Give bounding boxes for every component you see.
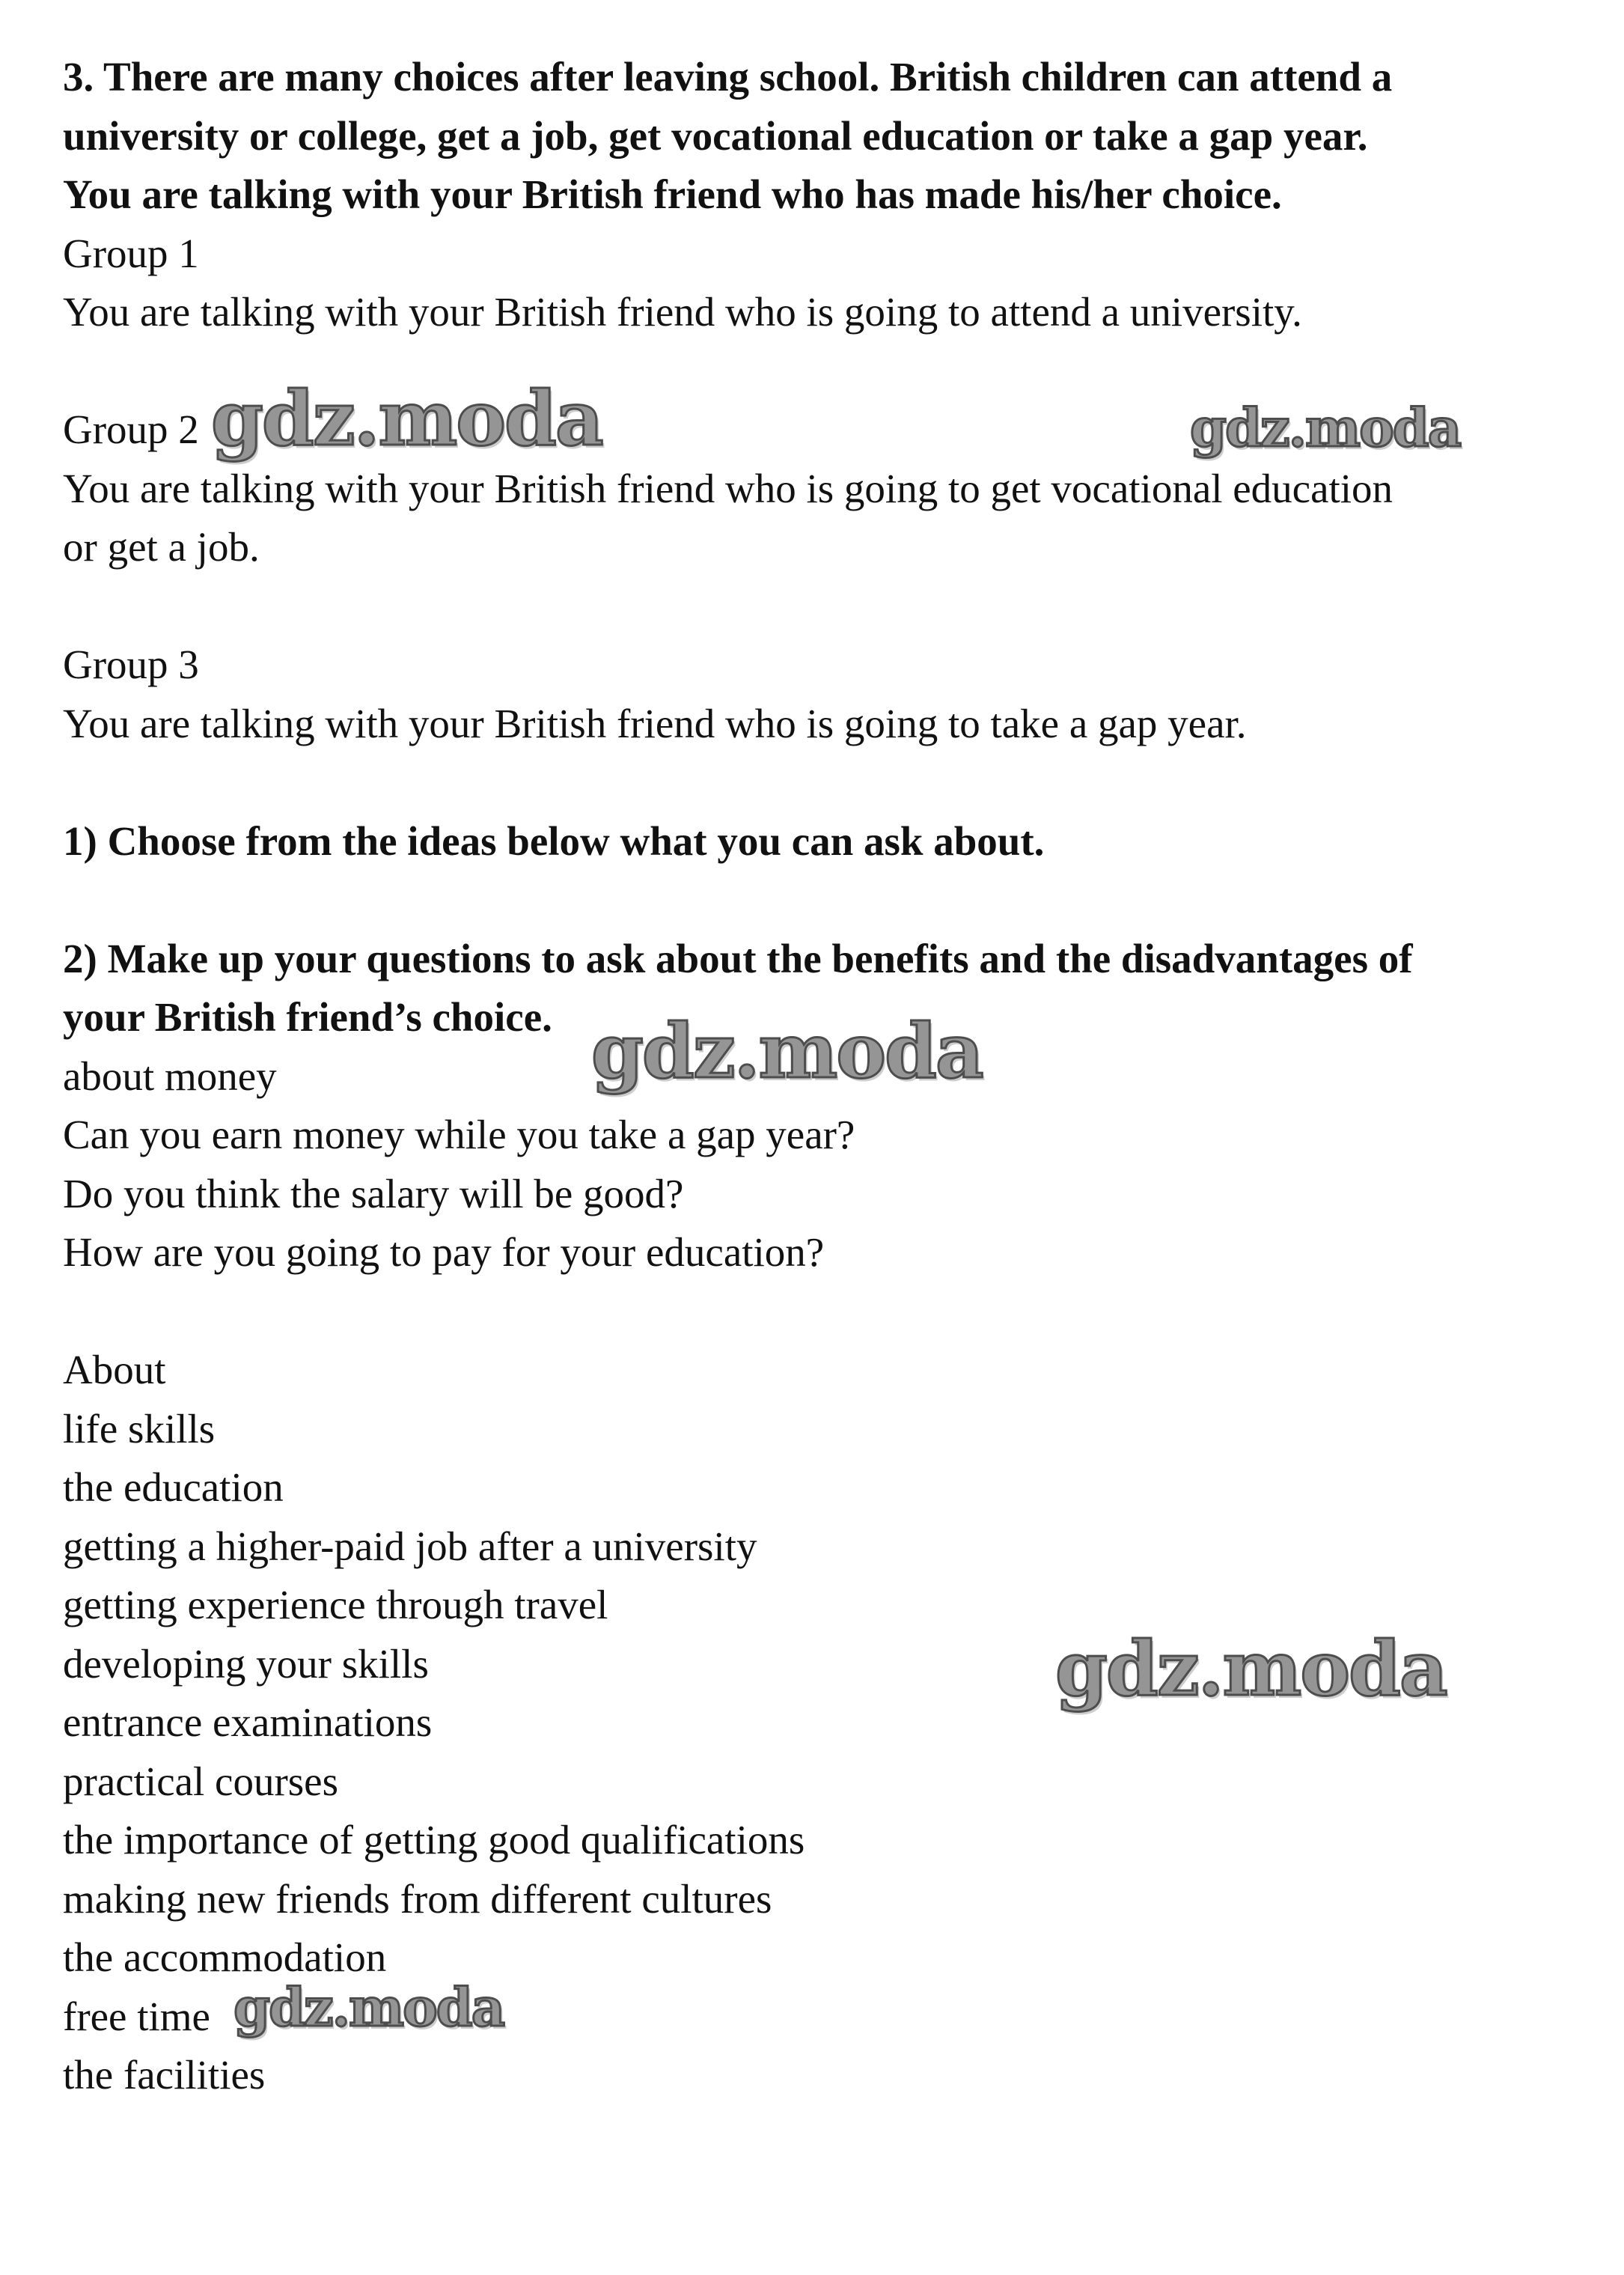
task-heading-line-2: university or college, get a job, get vocational education or take a gap year. (63, 112, 1368, 159)
money-question-3: How are you going to pay for your education? (63, 1229, 825, 1275)
instruction-2-line-2: your British friend’s choice. (63, 994, 552, 1040)
instruction-1: 1) Choose from the ideas below what you can ask about. (63, 817, 1045, 864)
about-item: the importance of getting good qualifications (63, 1817, 805, 1863)
watermark-logo: gdz.moda (233, 1976, 504, 2038)
about-item: the accommodation (63, 1934, 387, 1980)
about-item: developing your skills (63, 1640, 429, 1687)
watermark-logo: gdz.moda (1055, 1624, 1447, 1713)
watermark-logo: gdz.moda (1190, 397, 1461, 459)
about-item: the education (63, 1464, 284, 1510)
watermark-logo: gdz.moda (211, 374, 602, 463)
group-2-label: Group 2 (63, 406, 199, 452)
group-2-text-line-1: You are talking with your British friend who is going to get vocational education (63, 465, 1393, 511)
about-item: life skills (63, 1405, 216, 1452)
watermark-logo: gdz.moda (591, 1007, 983, 1095)
money-section-title: about money (63, 1053, 277, 1099)
spacer (63, 577, 1560, 636)
about-section-title: About (63, 1347, 166, 1392)
money-question-1: Can you earn money while you take a gap year? (63, 1112, 855, 1157)
about-item: getting experience through travel (63, 1582, 608, 1627)
spacer (63, 753, 1560, 812)
about-item: making new friends from different cultures (63, 1875, 772, 1922)
task-heading-line-3: You are talking with your British friend who has made his/her choice. (63, 171, 1282, 217)
money-question-2: Do you think the salary will be good? (63, 1170, 684, 1216)
group-1-label: Group 1 (63, 230, 199, 276)
group-3-label: Group 3 (63, 642, 199, 687)
task-heading-line-1: 3. There are many choices after leaving school. British children can attend a (63, 54, 1393, 100)
about-item: getting a higher-paid job after a university (63, 1523, 757, 1569)
group-1-text: You are talking with your British friend who is going to attend a university. (63, 289, 1302, 335)
about-item: the facilities (63, 2052, 266, 2098)
group-2-text-line-2: or get a job. (63, 524, 260, 570)
spacer (63, 1282, 1560, 1341)
spacer (63, 871, 1560, 930)
instruction-2-line-1: 2) Make up your questions to ask about the benefits and the disadvantages of (63, 935, 1413, 981)
group-3-text: You are talking with your British friend who is going to take a gap year. (63, 700, 1247, 746)
about-item: entrance examinations (63, 1699, 433, 1745)
about-item: practical courses (63, 1758, 339, 1804)
about-item: free time (63, 1993, 210, 2039)
